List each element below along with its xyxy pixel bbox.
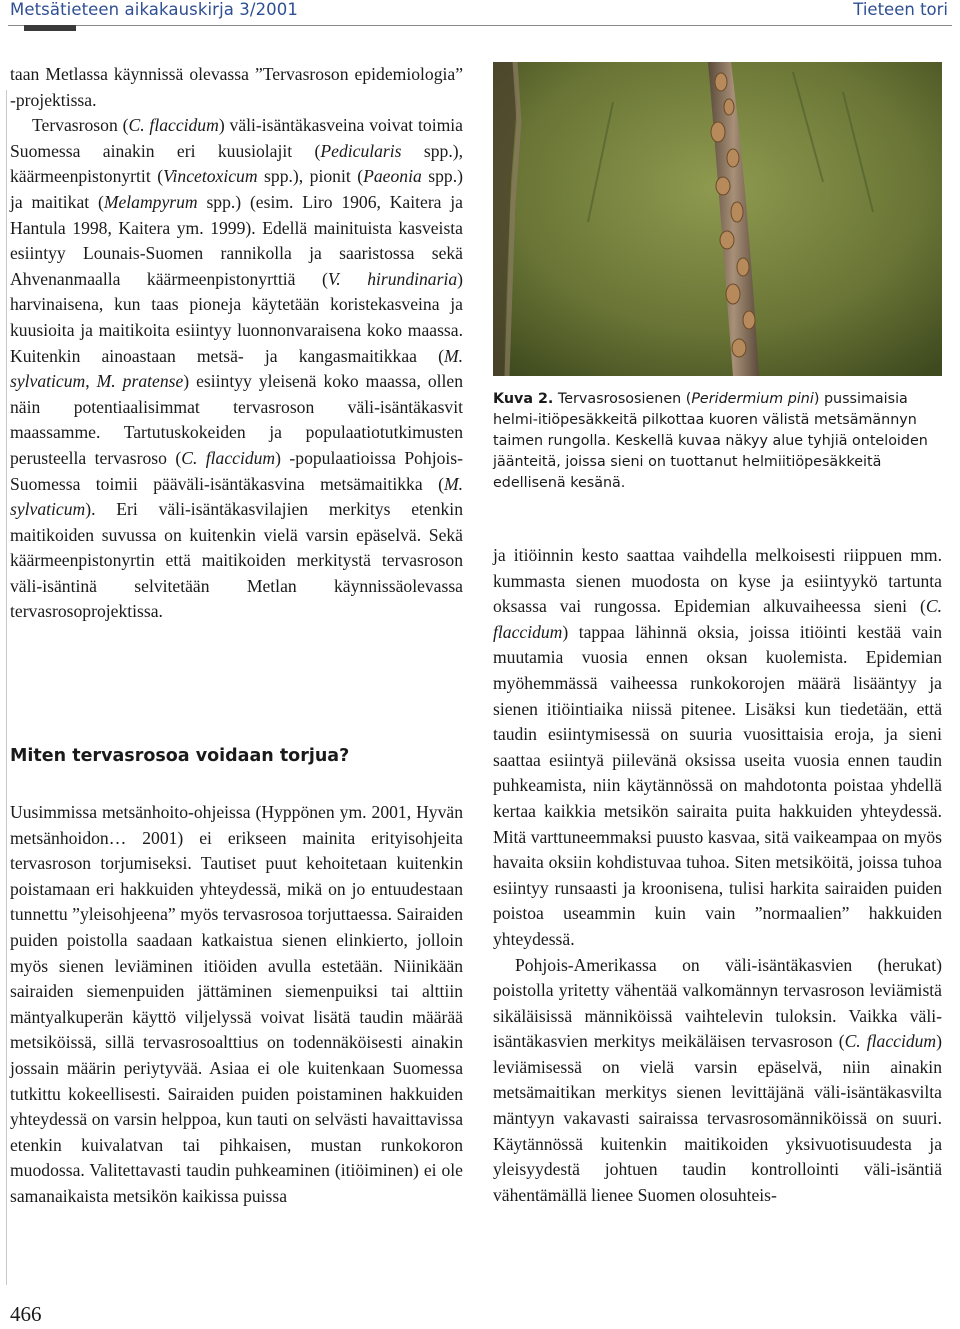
page-number: 466 <box>10 1302 42 1326</box>
paragraph: Tervasroson (C. flaccidum) väli-isäntäkasveina voivat toimia Suomessa ainakin eri kuusiolajit (Pedicularis spp.), käärmeenpistonyrtit (Vincetoxicum spp.), pionit (Paeonia spp.) ja maitikat (Melampyrum spp.) (esim. Liro 1906, Kaitera ja Hantula 1998, Kaitera ym. 1999). Edellä mainituista kasveista esiintyy Lounais-Suomen rannikolla ja saaristossa sekä Ahvenanmaalla käärmeenpistonyrttiä (V. hirundinaria) harvinaisena, kun taas pioneja käytetään koristekasveina ja kuusioita ja maitikoita esiintyy luonnonvaraisena koko maassa. Kuitenkin ainoastaan metsä- ja kangasmaitikkaa (M. sylvaticum, M. pratense) esiintyy yleisenä koko maassa, ollen näin potentiaalisimmat tervasroson väli-isäntäkasvit maassamme. Tartutuskokeiden ja populaatiotutkimusten perusteella tervasroso (C. flaccidum) -populaatioissa Pohjois-Suomessa toimii pääväli-isäntäkasvina metsämaitikka (M. sylvaticum). Eri väli-isäntäkasvilajien merkitys etenkin maitikoiden suvussa on kuitenkin vielä varsin epäselvä. Sekä käärmeenpistonyrtin että maitikoiden merkitystä tervasroson väli-isäntinä selvitetään Metlan käynnissäolevassa tervasrosoprojektissa. <box>10 115 464 622</box>
header-rule-block <box>24 25 76 31</box>
section-heading: Miten tervasrosoa voidaan torjua? <box>10 746 350 766</box>
paragraph: Pohjois-Amerikassa on väli-isäntäkasvien (herukat) poistolla yritetty vähentää valkomännyn tervasroson leviämistä sikäläisissä männiköissä vaihtelevin tuloksin. Vaikka väli-isäntäkasvien merkitys meikäläisen tervasroson (C. flaccidum) leviämisessä on vielä varsin epäselvä, niin ainakin metsämaitikan merkitys sienen levittäjänä väli-isäntäkasvilta mäntyyn vakavasti sairaissa tervasrosomänniköissä on suuri. Käytännössä kuitenkin maitikoiden yksivuotisuudesta ja yleisyydestä johtuen taudin kontrollointi väli-isäntiä vähentämällä lienee Suomen olosuhteis- <box>493 954 942 1205</box>
paragraph: ja itiöinnin kesto saattaa vaihdella melkoisesti riippuen mm. kummasta sienen muodosta on kyse ja esiintyykö tartunta oksassa vai rungossa. Epidemian alkuvaiheessa sieni (C. flaccidum) tappaa lähinnä oksia, joissa itiöinti kestää vain muutamia vuosia ennen oksan kuolemista. Epidemian myöhemmässä vaiheessa runkokorojen määrä lisääntyy ja sienen itiöintiaika niissä pitenee. Lisäksi kun tiedetään, että taudin esiintymisessä on suuria vuosittaisia eroja, ja sieni saattaa esiintyä piilevänä oksissa useita vuosia ennen taudin puhkeamista, niin käytännössä on mahdotonta poistaa yhdellä kertaa kaikkia metsikön sairaita puita hakkuiden yhteydessä. Mitä varttuneemmaksi puusto kasvaa, sitä vaikeampaa on myös havaita oksiin kohdistuvaa tuhoa. Siten metsiköitä, joissa tuhoa esiintyy runsaasti ja kroonisena, tulisi harkita sairaiden puiden poistoa useammin kuin vain ”normaalien” hakkuiden yhteydessä. <box>493 545 942 949</box>
left-column <box>10 62 463 625</box>
paragraph: taan Metlassa käynnissä olevassa ”Tervasroson epidemiologia” -projektissa. <box>10 64 463 110</box>
running-header <box>0 0 960 24</box>
section-title: Tieteen tori <box>853 0 948 19</box>
margin-line <box>6 90 7 1285</box>
header-rule <box>8 25 952 26</box>
left-column-lower <box>10 800 463 1210</box>
figure-label: Kuva 2. <box>493 391 554 407</box>
right-column <box>493 543 942 1208</box>
figure-photo <box>493 62 942 376</box>
journal-title: Metsätieteen aikakauskirja 3/2001 <box>10 0 298 19</box>
paragraph: Uusimmissa metsänhoito-ohjeissa (Hyppönen ym. 2001, Hyvän metsänhoidon… 2001) ei erikseen mainita erityisohjeita tervasroson torjumiseksi. Tautiset puut kehoitetaan kuitenkin poistamaan eri hakkuiden yhteydessä, mikä on jo entuudestaan tunnettu ”yleisohjeena” myös tervasrosoa torjuttaessa. Sairaiden puiden poistolla saadaan katkaistua sienen elinkierto, jolloin myös sienen leviäminen itiöiden avulla estetään. Niinikään sairaiden siemenpuiden jättäminen siemenpuiksi tai alttiin mäntyalkuperän käyttö viljelyssä voivat lisätä taudin määrää metsiköissä, sillä tervasrosoalttius on todennäköisesti ainakin jossain määrin periytyvää. Asiaa ei ole kuitenkaan Suomessa tutkittu kokeellisesti. Sairaiden puiden poistaminen hakkuiden yhteydessä on varsin helppoa, kun tauti on selvästi havaittavissa etenkin kuivalatvan tai pihkaisen, mustan runkokoron muodossa. Valitettavasti taudin puhkeaminen (itiöiminen) ei ole samanaikaista metsikön kaikissa puissa <box>10 802 463 1206</box>
pine-stem-photo-illustration <box>493 62 942 376</box>
figure-caption: Kuva 2. Tervasrososienen (Peridermium pini) pussimaisia helmi-itiöpesäkkeitä pilkottaa kuoren välistä metsämännyn taimen rungolla. Keskellä kuvaa näkyy alue tyhjiä onteloiden jäänteitä, joissa sieni on tuottanut helmiitiöpesäkkeitä edellisenä kesänä. <box>493 391 928 491</box>
